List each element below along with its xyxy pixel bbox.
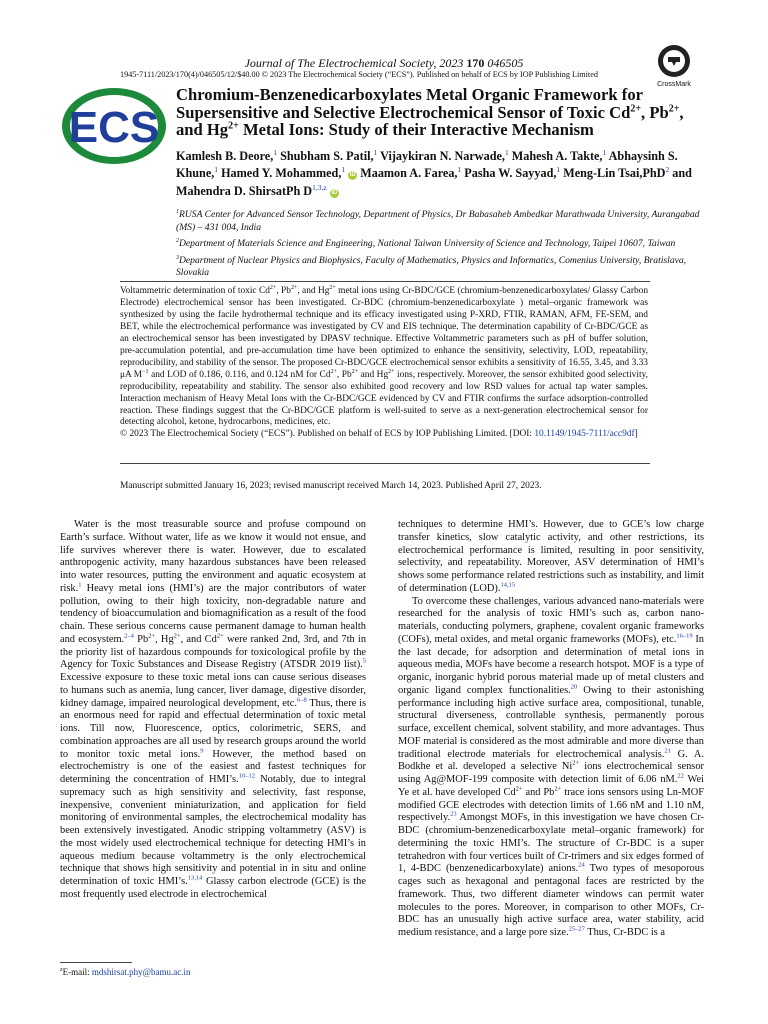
paragraph: To overcome these challenges, various advanced nano-materials were researched for the analysis of toxic HMI’s such as, carbon nano-materials, conducting polymers, graphene, covalent organic frameworks (COFs), metal oxides, and metal organic frameworks (MOFs), etc.$^{16-19}$ In the last decade, for adsorption and determination of metal ions in aqueous media, MOFs have become a research hotspot. MOF is a type of organic, inorganic hybrid porous material made up of metal clusters and organic ligand complex functionalities.$^{20}$ Owing to their astonishing performance including high active surface area, compositional, tunable, structural diverseness, controllable synthesis, permanently porous surface, excellent chemical, solvent stability, and more advantages. Thus MOF material is considered as the most admirable and more diverse than traditional electrode materials for electrochemical analysis.$^{21}$ G. A. Bodkhe et al. developed a selective $Ni^{2+}$ ions electrochemical sensor using Ag@MOF-199 composite with detection limit of 6.06 nM.$^{22}$ Wei Ye et al. have developed $Cd^{2+}$ and $Pb^{2+}$ trace ions sensors using Ln-MOF modified GCE electrodes with detection limits of 1.66 nM and 1.10 nM, respectively.$^{23}$ Amongst MOFs, in this investigation we have chosen Cr-BDC (chromium-benzenedicarboxylate metal–organic framework) for determining the toxic HMI’s. The structure of Cr-BDC is a super tetrahedron with four vertices built of Cr-trimers and six edges formed of 1, 4-BDC (benzenedicarboxylate) anions.$^{24}$ Two types of mesoporous cages such as hexagonal and pentagonal faces are restricted by the framework. Thus, two different diameter windows can permit water molecules to the pores. Moreover, in comparison to other MOFs, Cr-BDC has an unusually high active surface area, water stability, acid medium resistance, and a large pore size.$^{25-27}$ Thus, Cr-BDC is a [398,595,704,938]
footnote-divider [60,962,132,963]
author: Kamlesh B. Deore, [176,149,274,163]
citation[interactable]: 9 [200,747,204,755]
affiliation: $^2$Department of Materials Science and Engineering, National Taiwan University of Science and Technology, Taipei 10607, Taiwan [176,238,676,250]
crossmark-badge[interactable] [652,44,696,88]
crossmark-label: CrossMark [657,81,691,88]
footnote-email: $^z$E-mail: mdshirsat.phy@bamu.ac.in [60,967,191,977]
author: Abhaysinh S. Khune, [176,149,678,181]
author: and Mahendra D. ShirsatPh D [176,166,692,198]
abstract-box [120,281,650,464]
citation[interactable]: 6–8 [296,696,307,704]
article-number: 046505 [484,56,524,70]
abstract-text: Voltammetric determination of toxic $Cd^{2+}$, $Pb^{2+}$, and $Hg^{2+}$ metal ions using Cr-BDC/GCE (chromium-benzenedicarboxylates/ Glassy Carbon Electrode) electrochemical sensor has been investigated. Cr-BDC (chromium-benzenedicarboxylate ) metal–organic framework was synthesized by using the facile hydrothermal technique and its efficacy investigated using P-XRD, FTIR, RAMAN, AFM, FE-SEM, and BET, while the electrochemical performance was investigated by CV and EIS technique. The determination capability of Cr-BDC/GCE as an electrochemical sensor has been investigated by DPASV technique. Effective Voltammetric parameters such as pH of buffer solution, pre-accumulation potential, and pre-accumulation time have been optimized to enhance the sensitivity, selectivity, LOD, repeatability, reproducibility, and stability of the sensor. The proposed Cr-BDC/GCE electrochemical sensor exhibits a sensitivity of 16.55, 3.45, and 3.33 μA $M^{-1}$ and LOD of 0.186, 0.116, and 0.124 nM for $Cd^{2+}$, $Pb^{2+}$ and $Hg^{2+}$ ions, respectively. Moreover, the sensor exhibited good selectivity, reproducibility, repeatability and stability. The sensor also exhibited good recovery and low RSD values for actual tap water samples. Interaction mechanism of Heavy Metal Ions with the Cr-BDC/GCE evidenced by CV and FTIR confirms the surface adsorption-controlled reaction. These findings suggest that the Cr-BDC/GCE platform is well-suited to serve as a next-generation electrochemical sensor for detecting alcohol, ketone, hydrocarbons, medicines, etc. [120,284,649,428]
body-column-left [60,519,366,902]
article-title: Chromium-Benzenedicarboxylates Metal Organic Framework for Supersensitive and Selective Electrochemical Sensor of Toxic $Cd^{2+}$, $Pb^{2+}$, and $Hg^{2+}$ Metal Ions: Study of their Interactive Mechanism [176,85,684,139]
citation[interactable]: 5 [362,657,366,665]
citation[interactable]: 2–4 [124,632,134,640]
author: Meng-Lin Tsai,PhD [560,166,666,181]
crossmark-icon [657,44,691,78]
issn-line: 1945-7111/2023/170(4)/046505/12/$40.00 © 2023 The Electrochemical Society (“ECS”). Published on behalf of ECS by IOP Publishing Limited [120,70,598,79]
citation[interactable]: 1 [78,581,82,589]
affiliation: $^3$Department of Nuclear Physics and Biophysics, Faculty of Mathematics, Physics and Informatics, Comenius University, Bratislava, Slovakia [176,254,687,279]
affiliations [176,206,706,281]
orcid-icon[interactable]: iD [331,189,338,196]
ecs-logo-icon [60,86,168,166]
citation[interactable]: 25–27 [568,925,585,933]
ecs-logo-text: ECS [68,103,160,152]
citation[interactable]: 22 [677,772,684,780]
submission-dates: Manuscript submitted January 16, 2023; revised manuscript received March 14, 2023. Published April 27, 2023. [120,481,542,491]
body-column-right [398,519,704,940]
journal-name: Journal of The Electrochemical Society [244,56,434,70]
copyright-line: © 2023 The Electrochemical Society (“ECS”). Published on behalf of ECS by IOP Publishing Limited. [DOI: 10.1149/1945-7111/acc9df] [120,429,638,440]
email-link[interactable]: mdshirsat.phy@bamu.ac.in [91,967,191,977]
citation[interactable]: 14,15 [500,581,516,589]
affiliation: $^1$RUSA Center for Advanced Sensor Technology, Department of Physics, Dr Babasaheb Ambedkar Marathwada University, Aurangabad (MS) – 431 004, India [176,209,700,233]
author: Mahesh A. Takte, [508,149,603,163]
author: Vijaykiran N. Narwade, [377,149,505,163]
citation[interactable]: 21 [664,747,671,755]
citation[interactable]: 16–19 [676,632,693,640]
paragraph: Water is the most treasurable source and profuse compound on Earth’s surface. Without water, life as we know it would not ensue, and life survives wherever there is water. However, due to escalated anthropogenic activity, many hazardous substances have been released into water resources, putting the environment and aquatic ecosystem at risk.$^1$ Heavy metal ions (HMI’s) are the major contributors of water pollution, owing to their high toxicity, non-degradable nature and tendency of bioaccumulation and biomagnification as a result of the food chain. These serious concerns cause permanent damage to human health and ecosystem.$^{2-4}$ $Pb^{2+}$, $Hg^{2+}$, and $Cd^{2+}$ were ranked 2nd, 3rd, and 7th in the priority list of hazardous compounds for toxicological profile by the Agency for Toxic Substances and Disease Registry (ATSDR 2019 list).$^5$ Excessive exposure to these toxic metal ions can cause serious diseases to humans such as anemia, lung cancer, liver damage, digestive disorder, kidney damage, impaired neurological development, etc.$^{6-8}$ Thus, there is an enormous need for rapid and effectual determination of toxic metal ions. Till now, Fluorescence, optics, colorimetric, SERS, and combination approaches are all used by research groups around the world to monitor toxic metal ions.$^9$ However, the method based on electrochemistry is one of the easiest and fastest techniques for determining the concentration of HMI’s.$^{10-12}$ Notably, due to integral supremacy such as high sensitivity and selectivity, fast response, inexpensive, convenient miniaturization, and application for field monitoring of environmental samples, the electrochemical modality has been extensively investigated. Anodic stripping voltammetry (ASV) is the most widely used electrochemical technique for detecting HMI’s in aqueous medium because voltammetry is the only electrochemical technique that shows high sensitivity and potential in in situ and online determination of toxic HMI’s.$^{13,14}$ Glassy carbon electrode (GCE) is the most frequently used electrode in electrochemical [60,519,367,900]
citation[interactable]: 13,14 [187,874,203,882]
orcid-icon[interactable]: iD [349,172,356,179]
citation[interactable]: 10–12 [238,772,255,780]
author: Hamed Y. Mohammed, [218,166,342,181]
doi-link[interactable]: 10.1149/1945-7111/acc9df [534,429,635,440]
citation[interactable]: 24 [578,861,585,869]
author: Pasha W. Sayyad, [461,166,557,181]
paragraph: techniques to determine HMI’s. However, due to GCE’s low charge transfer kinetics, slow catalytic activity, and other restrictions, its electrochemical performance is limited, resulting in poor sensitivity, selectivity, and repeatability. Moreover, ASV determination of HMI’s shows some performance related restrictions such as instability, and limit of determination (LOD).$^{14,15}$ [398,519,704,594]
citation[interactable]: 20 [570,683,578,691]
author: Maamon A. Farea, [357,166,458,181]
journal-volume: 170 [466,56,485,70]
author: Shubham S. Patil, [277,149,374,163]
journal-year: , 2023 [433,56,467,70]
author-list: Kamlesh B. Deore,$^1$ Shubham S. Patil,$^1$ Vijaykiran N. Narwade,$^1$ Mahesh A. Takte,$^1$ Abhaysinh S. Khune,$^1$ Hamed Y. Mohammed,$^1$ iD Maamon A. Farea,$^1$ Pasha W. Sayyad,$^1$ Meng-Lin Tsai,PhD$^2$ and Mahendra D. ShirsatPh D$^{1,3,z}$ iD [176,147,692,198]
ecs-logo [60,86,168,171]
citation[interactable]: 23 [450,810,457,818]
